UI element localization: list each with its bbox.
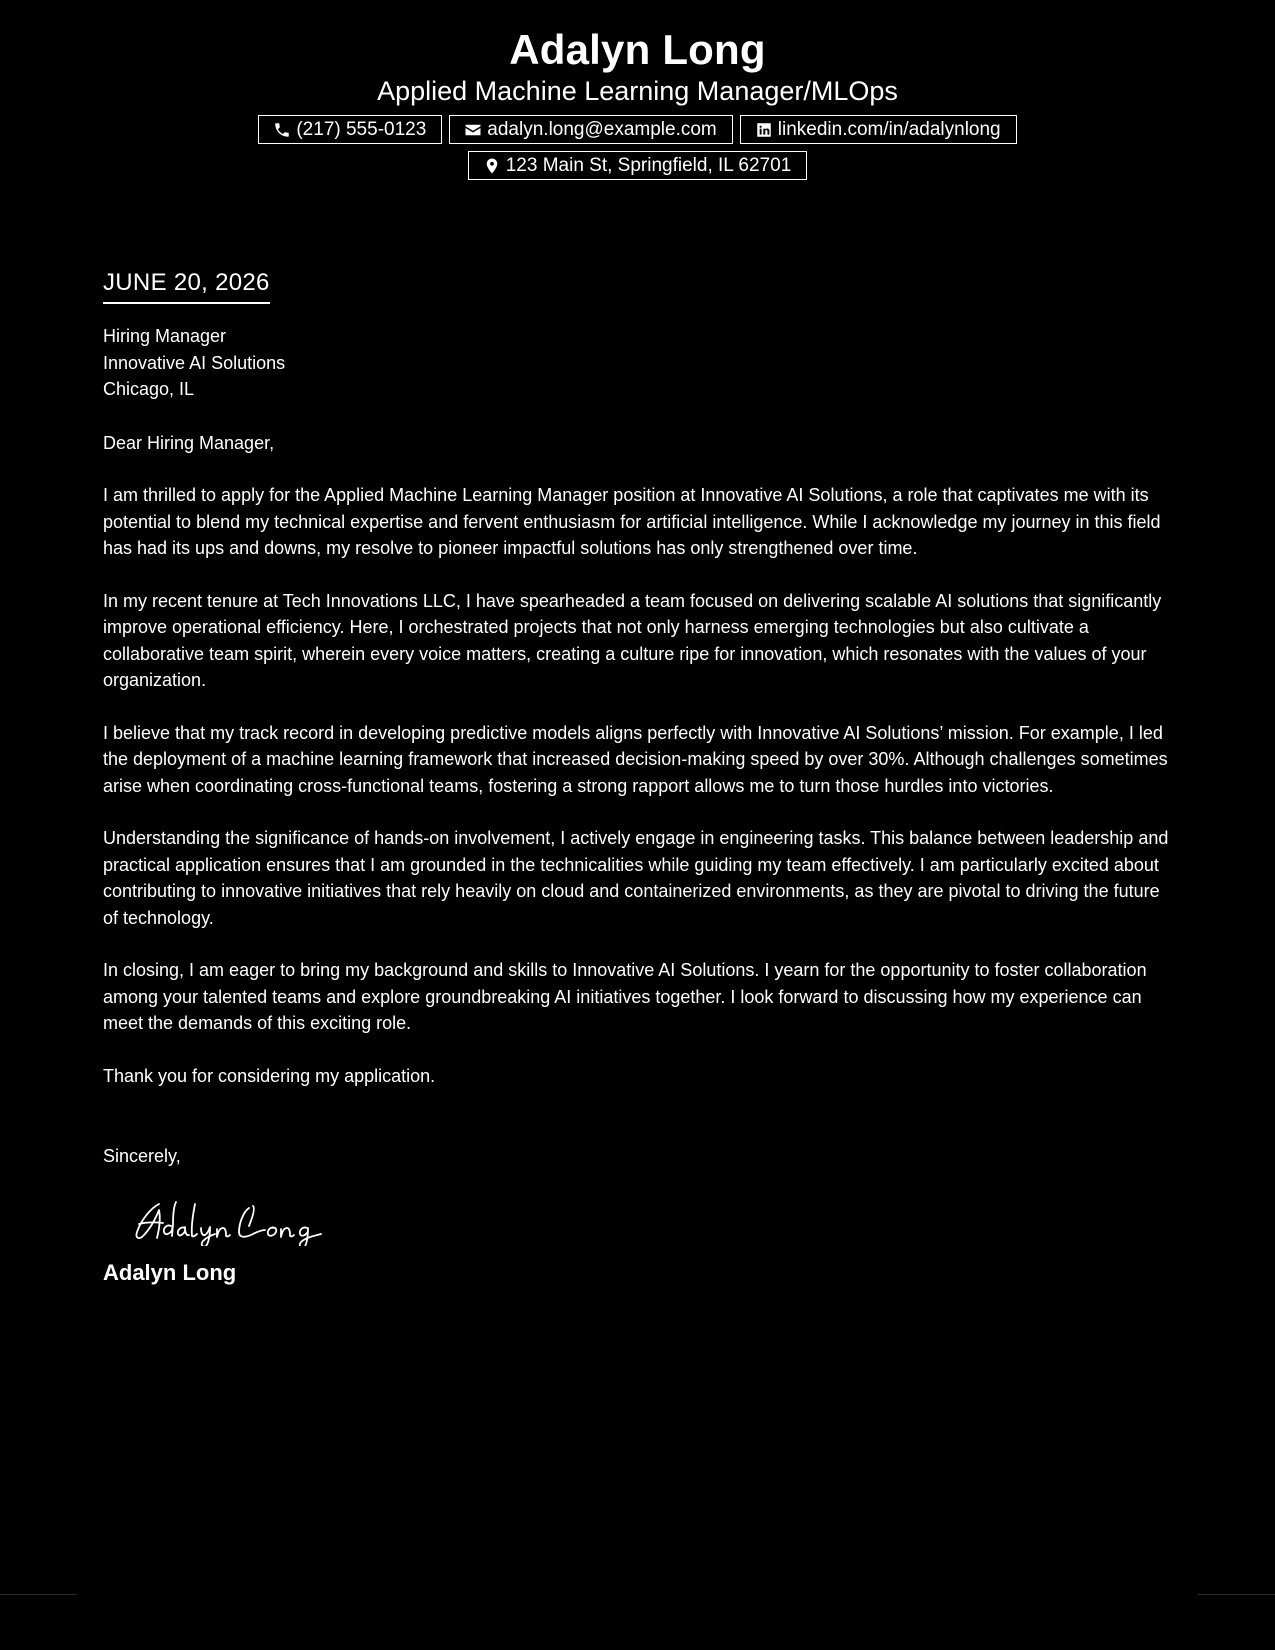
signer-name: Adalyn Long — [103, 1259, 237, 1285]
email-contact[interactable] — [449, 115, 732, 144]
recipient-block — [103, 323, 1178, 403]
linkedin-contact[interactable] — [740, 115, 1017, 144]
closing: Sincerely, — [103, 1146, 181, 1166]
body-paragraph: Understanding the significance of hands-on involvement, I actively engage in engineering tasks. This balance between leadership and practical application ensures that I am grounded in the technicalities while guiding my team effectively. I am particularly excited about contributing to innovative initiatives that rely heavily on cloud and containerized environments, as they are pivotal to driving the future of technology. — [103, 828, 1169, 928]
phone-contact[interactable] — [258, 115, 442, 144]
contact-row-primary — [0, 115, 1275, 144]
body-paragraph: I am thrilled to apply for the Applied Machine Learning Manager position at Innovative AI Solutions, a role that captivates me with its potential to blend my technical expertise and fervent enthusiasm for artificial intelligence. While I acknowledge my journey in this field has had its ups and downs, my resolve to pioneer impactful solutions has only strengthened over time. — [103, 485, 1161, 558]
contact-row-secondary — [0, 151, 1275, 180]
recipient-line: Hiring Manager — [103, 326, 227, 346]
applicant-name: Adalyn Long — [509, 26, 766, 73]
envelope-icon — [464, 121, 482, 139]
letter-body — [103, 268, 1178, 1288]
map-marker-icon — [483, 157, 501, 175]
address-text: 123 Main St, Springfield, IL 62701 — [505, 155, 792, 176]
applicant-title: Applied Machine Learning Manager/MLOps — [377, 76, 898, 106]
linkedin-text: linkedin.com/in/adalynlong — [777, 119, 1001, 140]
handwritten-signature — [129, 1190, 349, 1246]
letter-date: JUNE 20, 2026 — [103, 268, 270, 304]
recipient-line: Innovative AI Solutions — [103, 352, 286, 373]
body-paragraph: In my recent tenure at Tech Innovations LLC, I have spearheaded a team focused on delivering scalable AI solutions that significantly improve operational efficiency. Here, I orchestrated projects that not only harness emerging technologies but also cultivate a collaborative team spirit, wherein every voice matters, creating a culture ripe for innovation, which resonates with the values of your organization. — [103, 590, 1162, 690]
signature-graphic — [129, 1190, 349, 1246]
footer-divider-left — [0, 1594, 77, 1595]
letter-header — [0, 22, 1275, 180]
address-contact — [468, 151, 808, 180]
phone-icon — [273, 121, 291, 139]
body-paragraph: In closing, I am eager to bring my background and skills to Innovative AI Solutions. I yearn for the opportunity to foster collaboration among your talented teams and explore groundbreaking AI initiatives together. I look forward to discussing how my experience can meet the demands of this exciting role. — [103, 960, 1147, 1033]
recipient-line: Chicago, IL — [103, 379, 195, 399]
email-text: adalyn.long@example.com — [487, 119, 717, 140]
phone-text: (217) 555-0123 — [296, 119, 427, 140]
salutation: Dear Hiring Manager, — [103, 432, 275, 453]
body-paragraph: I believe that my track record in developing predictive models aligns perfectly with Innovative AI Solutions’ mission. For example, I led the deployment of a machine learning framework that increased decision-making speed by over 30%. Although challenges sometimes arise when coordinating cross-functional teams, fostering a strong rapport allows me to turn those hurdles into victories. — [103, 722, 1168, 796]
linkedin-icon — [755, 121, 773, 139]
body-paragraph: Thank you for considering my application. — [103, 1065, 436, 1086]
footer-divider-right — [1198, 1594, 1275, 1595]
